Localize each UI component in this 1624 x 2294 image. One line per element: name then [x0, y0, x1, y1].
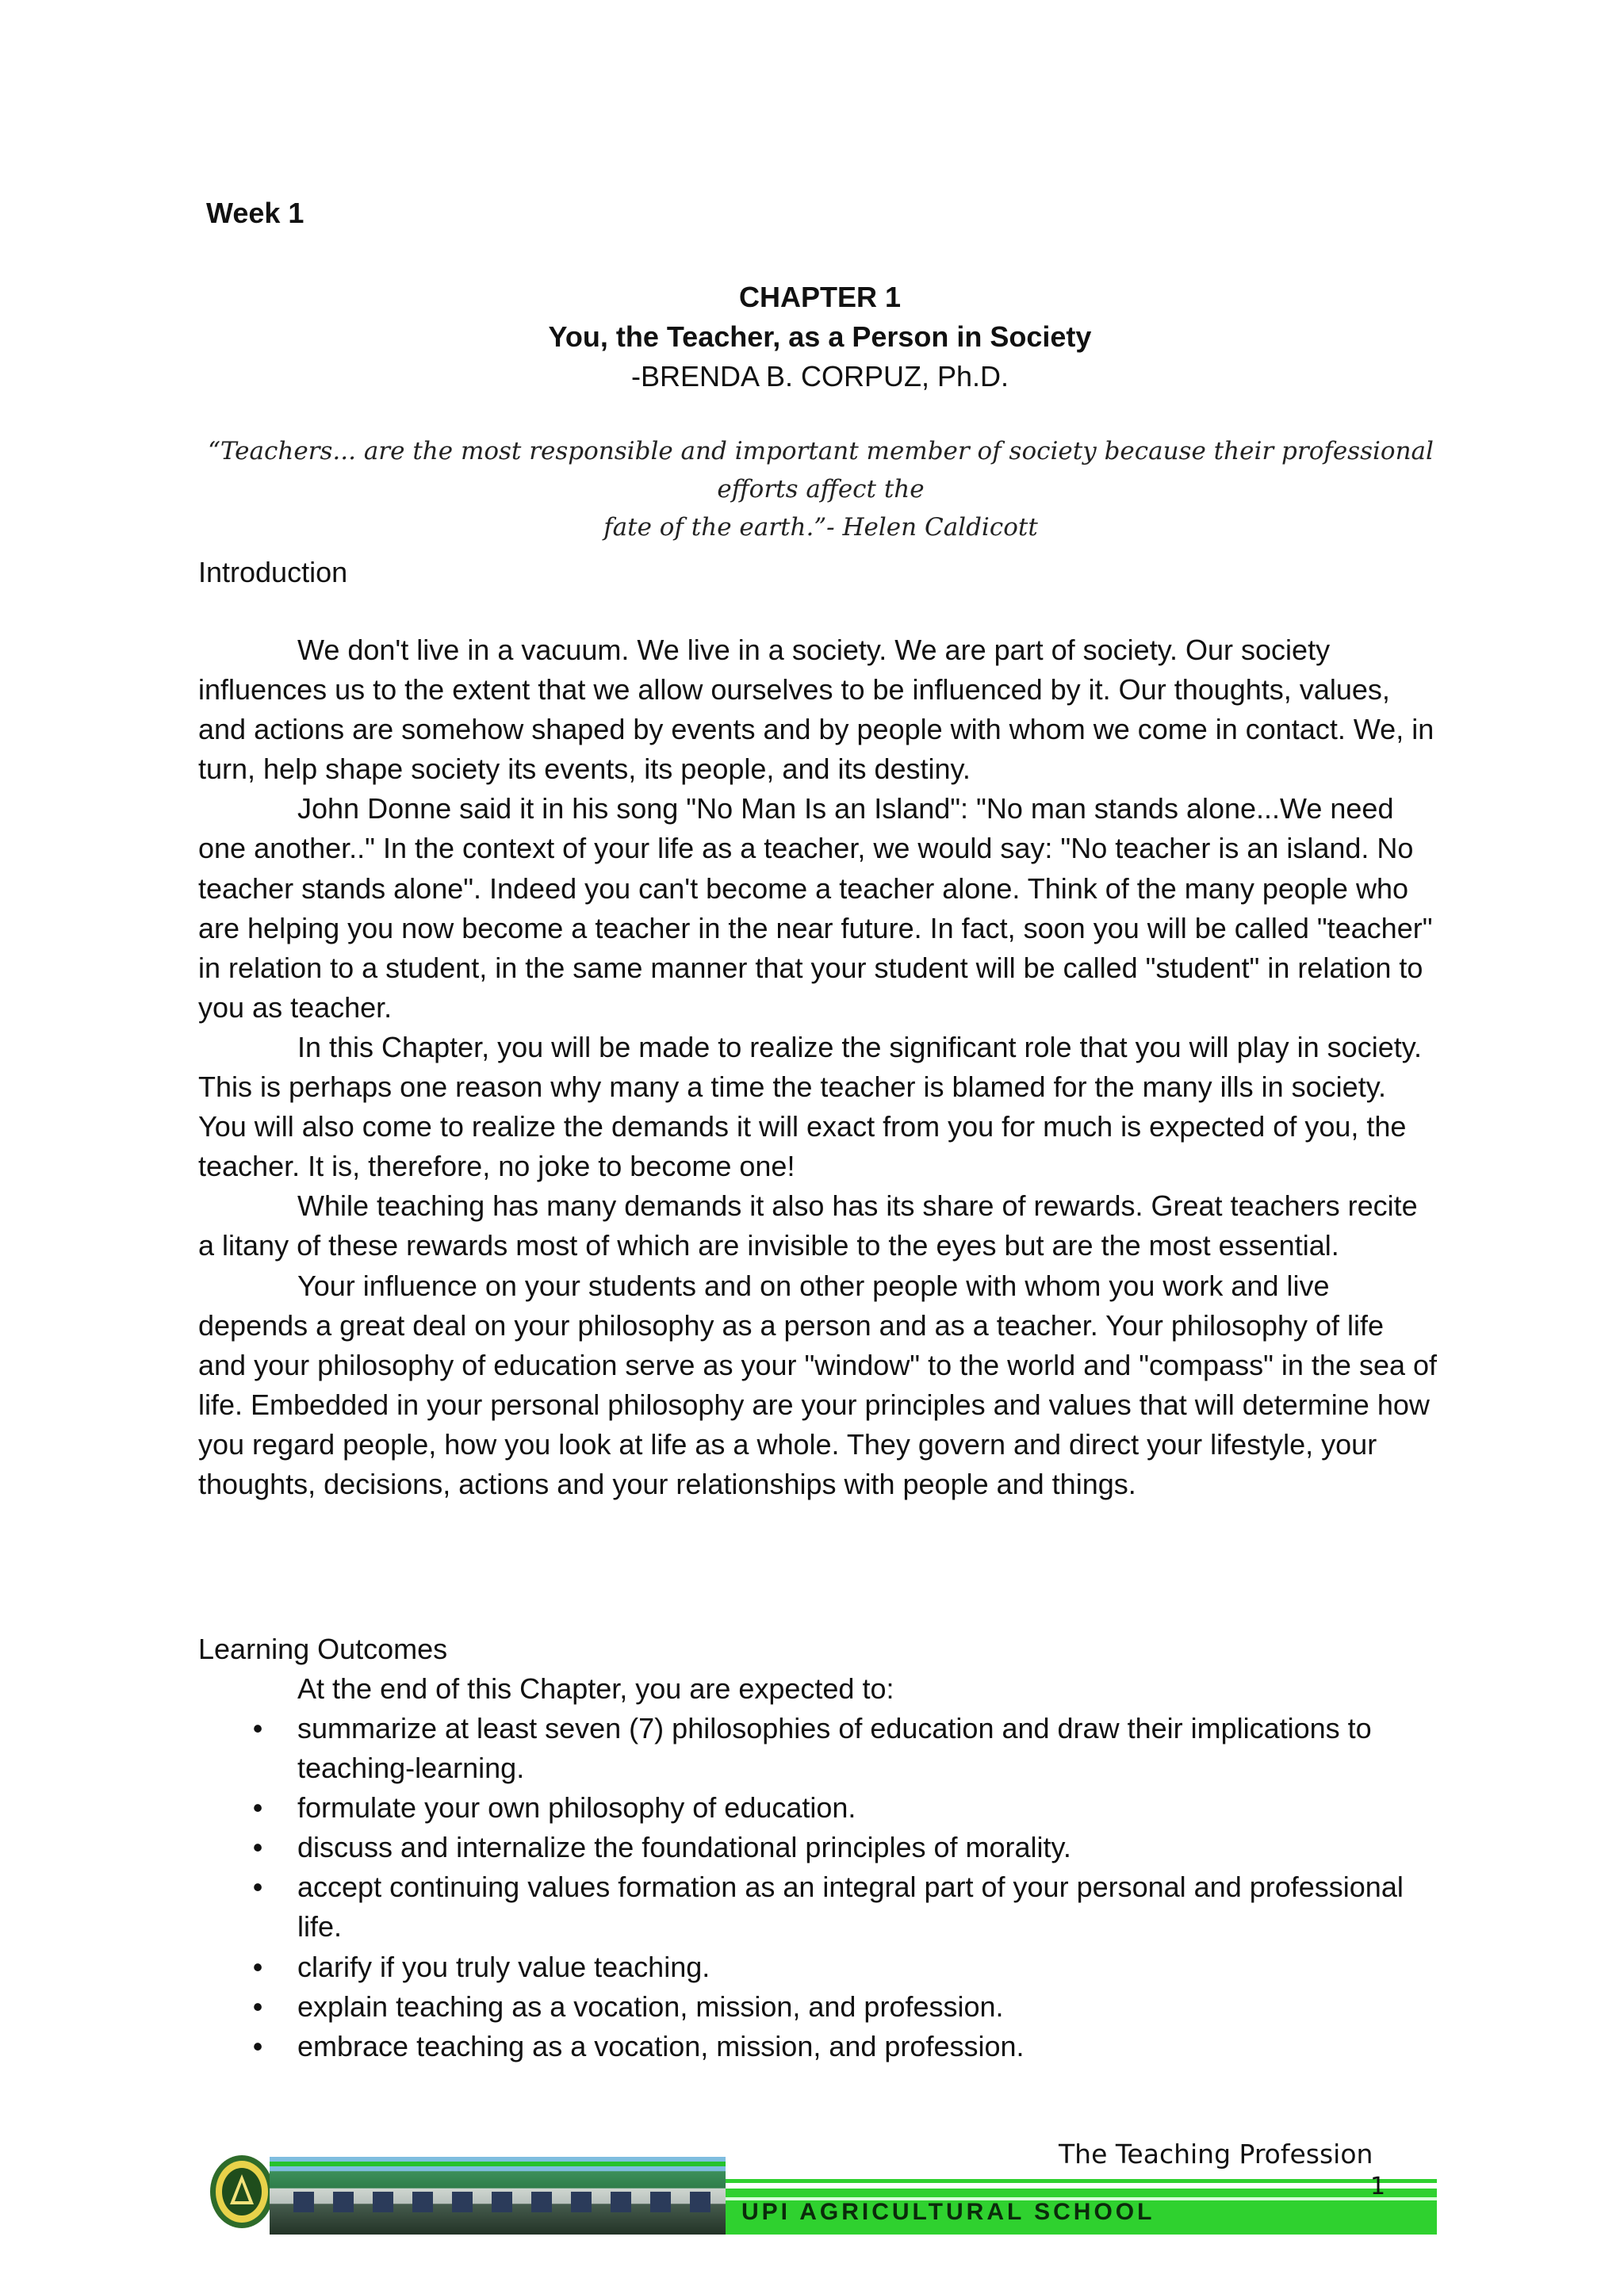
epigraph-quote: [190, 432, 1451, 546]
list-item: [252, 1709, 1455, 1788]
bullet-icon: •: [252, 1990, 263, 2023]
bullet-icon: •: [252, 1871, 263, 1904]
list-item: [252, 1788, 1455, 1828]
school-building-image: [270, 2157, 726, 2235]
paragraph: In this Chapter, you will be made to realize the significant role that you will play in society. This is perhaps one reason why many a time the teacher is blamed for the many ills in society. You will also come to realize the demands it will exact from you for much is expected of you, the teacher. It is, therefore, no joke to become one!: [198, 1030, 1423, 1183]
bullet-icon: •: [252, 1831, 263, 1864]
list-item: [252, 1867, 1455, 1947]
list-item: [252, 2027, 1455, 2066]
learning-outcomes-heading: Learning Outcomes: [198, 1633, 448, 1665]
footer-course-title: The Teaching Profession: [1059, 2139, 1373, 2170]
page-number: 1: [1370, 2173, 1386, 2200]
paragraph: While teaching has many demands it also has its share of rewards. Great teachers recite a litany of these rewards most of which are invisible to the eyes but are the most essential.: [198, 1189, 1418, 1262]
list-item-text: explain teaching as a vocation, mission, and profession.: [297, 1990, 1004, 2023]
paragraph: We don't live in a vacuum. We live in a society. We are part of society. Our society influences us to the extent that we allow ourselves to be influenced by it. Our thoughts, values, and actions are somehow shaped by events and by people with whom we come in contact. We, in turn, help shape society its events, its people, and its destiny.: [198, 634, 1434, 786]
bullet-icon: •: [252, 2029, 263, 2062]
footer-banner: [206, 2149, 1437, 2236]
list-item-text: accept continuing values formation as an integral part of your personal and professional life.: [297, 1871, 1404, 1944]
paragraph: Your influence on your students and on other people with whom you work and live depends a great deal on your philosophy as a person and as a teacher. Your philosophy of life and your philosophy of education serve as your "window" to the world and "compass" in the sea of life. Embedded in your personal philosophy are your principles and values that will determine how you regard people, how you look at life as a whole. They govern and direct your lifestyle, your thoughts, decisions, actions and your relationships with people and things.: [198, 1269, 1438, 1500]
learning-outcomes-list: [252, 1709, 1455, 2066]
chapter-author: -BRENDA B. CORPUZ, Ph.D.: [630, 360, 1009, 393]
list-item: [252, 1987, 1455, 2027]
learning-outcomes-intro: At the end of this Chapter, you are expected to:: [297, 1672, 894, 1705]
chapter-number: CHAPTER 1: [738, 281, 902, 313]
chapter-header: [0, 278, 1624, 396]
quote-line-2: fate of the earth.”- Helen Caldicott: [603, 513, 1038, 542]
bullet-icon: •: [252, 1712, 263, 1744]
list-item-text: embrace teaching as a vocation, mission, and profession.: [297, 2029, 1025, 2062]
list-item: [252, 1947, 1455, 1987]
list-item-text: clarify if you truly value teaching.: [297, 1950, 710, 1983]
school-seal-icon: [206, 2152, 278, 2231]
paragraph: John Donne said it in his song "No Man Is an Island": "No man stands alone...We need one another.." In the context of your life as a teacher, we would say: "No teacher is an island. No teacher stands alone". Indeed you can't become a teacher alone. Think of the many people who are helping you now become a teacher in the near future. In fact, soon you will be called "teacher" in relation to a student, in the same manner that your student will be called "student" in relation to you as teacher.: [198, 792, 1433, 1024]
list-item-text: formulate your own philosophy of education.: [297, 1791, 856, 1825]
bullet-icon: •: [252, 1791, 263, 1825]
list-item-text: summarize at least seven (7) philosophies of education and draw their implications to teaching-learning.: [297, 1712, 1372, 1785]
week-label: Week 1: [206, 197, 304, 229]
list-item-text: discuss and internalize the foundational principles of morality.: [297, 1831, 1071, 1864]
introduction-heading: Introduction: [198, 556, 348, 588]
introduction-body: [198, 630, 1439, 1504]
school-name: UPI AGRICULTURAL SCHOOL: [741, 2199, 1155, 2225]
quote-line-1: “Teachers... are the most responsible and important member of society because their professional efforts affect the: [208, 437, 1434, 504]
chapter-title: You, the Teacher, as a Person in Society: [548, 320, 1092, 353]
list-item: [252, 1828, 1455, 1867]
bullet-icon: •: [252, 1950, 263, 1983]
